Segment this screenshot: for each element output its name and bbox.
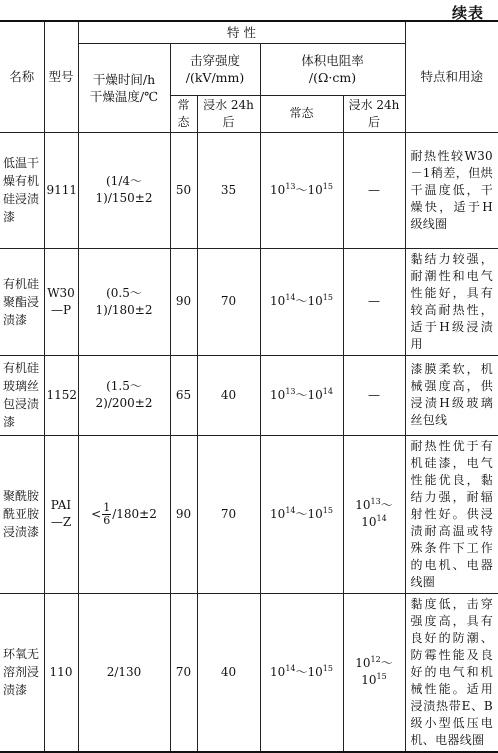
row-bd-soak: 70 xyxy=(197,435,260,593)
table-row xyxy=(0,435,498,593)
row-model: 110 xyxy=(44,593,78,752)
row-res-soak: — xyxy=(343,248,405,355)
row-name: 有机硅玻璃丝包浸渍漆 xyxy=(0,355,44,435)
row-name: 有机硅聚酯浸渍漆 xyxy=(0,248,44,355)
header-resistivity-title: 体积电阻率 xyxy=(301,53,364,68)
row-bd-soak: 35 xyxy=(197,132,260,248)
row-drying: (0.5～1)/180±2 xyxy=(78,248,170,355)
header-drying-time: 干燥时间/h xyxy=(92,71,156,87)
header-breakdown-unit: /(kV/mm) xyxy=(185,70,245,85)
row-name: 低温干燥有机硅浸渍漆 xyxy=(0,132,44,248)
row-name: 聚酰胺酰亚胺浸渍漆 xyxy=(0,435,44,593)
table-row xyxy=(0,593,498,752)
table-row xyxy=(0,132,498,248)
header-drying xyxy=(78,43,170,132)
row-res-soak: — xyxy=(343,132,405,248)
row-name: 环氧无溶剂浸渍漆 xyxy=(0,593,44,752)
row-features: 黏结力较强，耐潮性和电气性能好，具有较高耐热性，适于H级浸渍用 xyxy=(405,248,498,355)
row-res-soak: $10^{13}\sim 10^{14}$ xyxy=(343,435,405,593)
header-model: 型号 xyxy=(44,21,78,132)
header-drying-temp: 干燥温度/℃ xyxy=(89,88,159,104)
row-model: W30—P xyxy=(44,248,78,355)
header-bd-normal: 常态 xyxy=(170,95,197,132)
row-bd-normal: 70 xyxy=(170,593,197,752)
row-model: 9111 xyxy=(44,132,78,248)
row-bd-normal: 65 xyxy=(170,355,197,435)
row-drying: (1.5～2)/200±2 xyxy=(78,355,170,435)
header-features: 特点和用途 xyxy=(405,21,498,132)
header-resistivity-unit: /(Ω·cm) xyxy=(308,70,357,85)
header-row-1 xyxy=(0,21,498,43)
header-res-soak: 浸水 24h 后 xyxy=(343,95,405,132)
row-bd-soak: 40 xyxy=(197,355,260,435)
row-bd-soak: 70 xyxy=(197,248,260,355)
row-bd-normal: 90 xyxy=(170,435,197,593)
row-features: 耐热性优于有机硅漆，电气性能优良，黏结力强，耐辐射性好。供浸渍耐高温或特殊条件下工作的电机、电器线圈 xyxy=(405,435,498,593)
header-breakdown-title: 击穿强度 xyxy=(189,53,240,68)
table-row xyxy=(0,355,498,435)
row-res-soak: $10^{12}\sim 10^{15}$ xyxy=(343,593,405,752)
header-resistivity xyxy=(260,43,405,95)
table-caption: 续表 xyxy=(451,4,484,22)
row-res-soak: — xyxy=(343,355,405,435)
row-features: 耐热性较W30－1稍差，但烘干温度低，干燥快，适于H级线圈 xyxy=(405,132,498,248)
header-breakdown xyxy=(170,43,260,95)
row-res-normal: $10^{14}\sim 10^{15}$ xyxy=(260,593,343,752)
row-bd-soak: 40 xyxy=(197,593,260,752)
row-model: PAI—Z xyxy=(44,435,78,593)
row-features: 漆膜柔软，机械强度高，供浸渍H级玻璃丝包线 xyxy=(405,355,498,435)
insulating-varnish-table xyxy=(0,20,498,753)
drying-fraction: $\frac{1}{6}$ xyxy=(103,500,111,527)
table-row xyxy=(0,248,498,355)
row-drying: < $\frac{1}{6}$ /180±2 xyxy=(78,435,170,593)
row-res-normal: $10^{14}\sim 10^{15}$ xyxy=(260,248,343,355)
row-drying: 2/130 xyxy=(78,593,170,752)
row-bd-normal: 50 xyxy=(170,132,197,248)
header-name: 名称 xyxy=(0,21,44,132)
header-characteristics: 特 性 xyxy=(78,21,405,43)
header-res-normal: 常态 xyxy=(260,95,343,132)
row-res-normal: $10^{14}\sim 10^{15}$ xyxy=(260,435,343,593)
row-model: 1152 xyxy=(44,355,78,435)
row-features: 黏度低，击穿强度高，具有良好的防潮、防霉性能及良好的电气和机械性能。适用浸渍热带E、B级小型低压电机、电器线圈 xyxy=(405,593,498,752)
row-res-normal: $10^{13}\sim 10^{15}$ xyxy=(260,132,343,248)
header-bd-soak: 浸水 24h 后 xyxy=(197,95,260,132)
row-res-normal: $10^{13}\sim 10^{14}$ xyxy=(260,355,343,435)
row-drying: (1/4～1)/150±2 xyxy=(78,132,170,248)
row-bd-normal: 90 xyxy=(170,248,197,355)
